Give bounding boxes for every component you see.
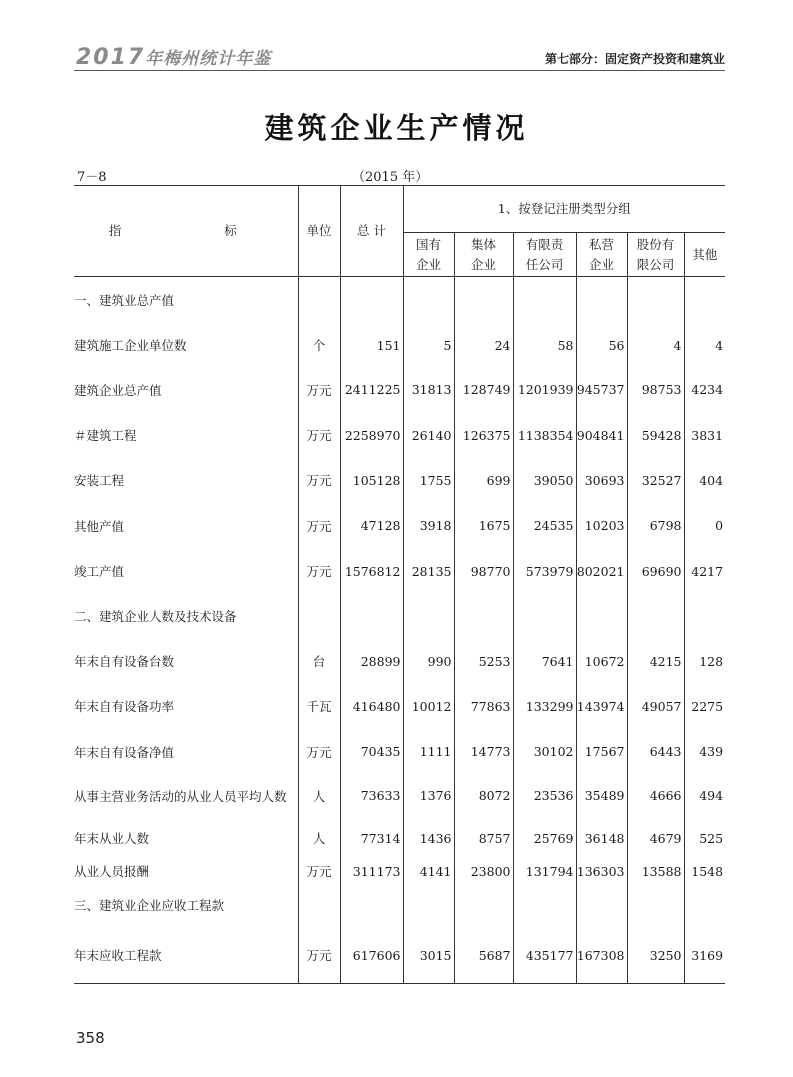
row-value: 3918: [403, 503, 454, 549]
row-label: 三、建筑业企业应收工程款: [74, 898, 225, 913]
row-label: 其他产值: [74, 518, 125, 534]
row-value: 1376: [403, 775, 454, 817]
table-row: [74, 883, 725, 928]
row-value: [684, 594, 725, 639]
yearbook-header: [76, 44, 271, 70]
row-value: 3250: [627, 928, 684, 984]
row-label: 一、建筑业总产值: [74, 293, 175, 309]
row-value: 4666: [627, 775, 684, 817]
row-value: [403, 277, 454, 324]
row-value: 35489: [576, 775, 627, 817]
header-indicator: 指 标: [74, 186, 298, 277]
row-value: 128: [684, 639, 725, 684]
row-value: [627, 277, 684, 324]
table-row: [74, 639, 725, 684]
row-value: 1111: [403, 729, 454, 775]
row-label: 年末应收工程款: [74, 948, 162, 964]
row-label: 建筑施工企业单位数: [74, 338, 187, 353]
row-value: 1755: [403, 458, 454, 503]
row-value: 311173: [340, 860, 403, 883]
header-limited-liability: 有限责 任公司: [513, 233, 576, 277]
table-code: 7－8: [77, 170, 107, 185]
row-label: 年末自有设备台数: [74, 654, 175, 669]
header-other: 其他: [684, 233, 725, 277]
table-row: [74, 549, 725, 594]
table-year: （2015 年）: [352, 170, 429, 185]
row-label: 竣工产值: [74, 564, 125, 579]
row-value: 24: [454, 324, 513, 367]
row-value: 1201939: [513, 367, 576, 413]
row-unit: 万元: [298, 458, 340, 503]
table-row: [74, 324, 725, 367]
row-unit: [298, 883, 340, 928]
row-value: 8072: [454, 775, 513, 817]
row-unit: [298, 594, 340, 639]
row-value: 23536: [513, 775, 576, 817]
row-value: 2258970: [340, 413, 403, 458]
table-body: [74, 277, 725, 984]
row-value: 1138354: [513, 413, 576, 458]
row-unit: 人: [298, 775, 340, 817]
yearbook-year: 2017: [76, 45, 146, 70]
row-value: 435177: [513, 928, 576, 984]
row-value: 10012: [403, 684, 454, 729]
row-value: [576, 883, 627, 928]
row-value: 77314: [340, 817, 403, 860]
row-value: 17567: [576, 729, 627, 775]
row-value: 167308: [576, 928, 627, 984]
row-value: 4234: [684, 367, 725, 413]
row-value: 8757: [454, 817, 513, 860]
row-unit: 千瓦: [298, 684, 340, 729]
row-value: 23800: [454, 860, 513, 883]
table-row: [74, 817, 725, 860]
row-value: 494: [684, 775, 725, 817]
row-value: 573979: [513, 549, 576, 594]
page-number: 358: [76, 1029, 105, 1047]
row-unit: [298, 277, 340, 324]
row-label: 年末自有设备净值: [74, 744, 175, 760]
row-value: 5: [403, 324, 454, 367]
table-row: [74, 594, 725, 639]
row-value: 36148: [576, 817, 627, 860]
row-unit: 人: [298, 817, 340, 860]
header-total: 总 计: [340, 186, 403, 277]
row-value: 30693: [576, 458, 627, 503]
row-value: [513, 883, 576, 928]
table-row: [74, 684, 725, 729]
header-state-owned: 国有 企业: [403, 233, 454, 277]
row-value: 10203: [576, 503, 627, 549]
row-value: 990: [403, 639, 454, 684]
row-label: 年末自有设备功率: [74, 699, 175, 714]
row-label: 从业人员报酬: [74, 864, 150, 879]
row-label: 年末从业人数: [74, 831, 150, 846]
row-value: 404: [684, 458, 725, 503]
table-row: [74, 729, 725, 775]
table-row: [74, 277, 725, 324]
row-value: 4215: [627, 639, 684, 684]
row-value: 143974: [576, 684, 627, 729]
row-value: 3169: [684, 928, 725, 984]
row-value: [576, 594, 627, 639]
row-value: 1436: [403, 817, 454, 860]
row-value: 28135: [403, 549, 454, 594]
row-value: 3831: [684, 413, 725, 458]
row-value: 4679: [627, 817, 684, 860]
table-row: [74, 503, 725, 549]
row-value: 10672: [576, 639, 627, 684]
row-value: [684, 277, 725, 324]
page-title: 建筑企业生产情况: [264, 111, 529, 145]
row-value: 98770: [454, 549, 513, 594]
row-value: 28899: [340, 639, 403, 684]
row-value: 14773: [454, 729, 513, 775]
row-value: 1576812: [340, 549, 403, 594]
row-label: ＃建筑工程: [74, 428, 137, 443]
row-value: 945737: [576, 367, 627, 413]
row-value: [454, 594, 513, 639]
row-value: [576, 277, 627, 324]
yearbook-name: 年梅州统计年鉴: [145, 49, 272, 69]
row-value: 30102: [513, 729, 576, 775]
row-label: 建筑企业总产值: [74, 382, 162, 398]
row-value: 1548: [684, 860, 725, 883]
table-row: [74, 458, 725, 503]
row-value: 13588: [627, 860, 684, 883]
row-value: 128749: [454, 367, 513, 413]
row-value: 6798: [627, 503, 684, 549]
row-value: [684, 883, 725, 928]
row-value: 136303: [576, 860, 627, 883]
row-value: [340, 277, 403, 324]
row-value: 98753: [627, 367, 684, 413]
row-label: 二、建筑企业人数及技术设备: [74, 609, 237, 624]
row-unit: 万元: [298, 928, 340, 984]
row-value: 4: [627, 324, 684, 367]
row-value: 26140: [403, 413, 454, 458]
row-value: 126375: [454, 413, 513, 458]
row-value: 151: [340, 324, 403, 367]
header-unit: 单位: [298, 186, 340, 277]
row-value: [403, 594, 454, 639]
row-value: 3015: [403, 928, 454, 984]
row-value: [513, 594, 576, 639]
row-value: 39050: [513, 458, 576, 503]
row-value: [403, 883, 454, 928]
row-unit: 万元: [298, 729, 340, 775]
row-value: 4217: [684, 549, 725, 594]
table-row: [74, 775, 725, 817]
row-value: 2275: [684, 684, 725, 729]
table-row: [74, 860, 725, 883]
row-value: 133299: [513, 684, 576, 729]
row-value: 77863: [454, 684, 513, 729]
row-value: 4: [684, 324, 725, 367]
row-value: 47128: [340, 503, 403, 549]
row-value: 73633: [340, 775, 403, 817]
row-value: 58: [513, 324, 576, 367]
row-value: 131794: [513, 860, 576, 883]
row-unit: 个: [298, 324, 340, 367]
table-row: [74, 928, 725, 984]
row-value: [340, 594, 403, 639]
row-value: 4141: [403, 860, 454, 883]
row-value: [627, 594, 684, 639]
row-value: [513, 277, 576, 324]
row-label: 安装工程: [74, 473, 125, 488]
row-value: 70435: [340, 729, 403, 775]
header-private: 私营 企业: [576, 233, 627, 277]
row-value: 617606: [340, 928, 403, 984]
header-joint-stock: 股份有 限公司: [627, 233, 684, 277]
row-unit: 万元: [298, 413, 340, 458]
statistics-table: [74, 185, 725, 984]
row-value: 5687: [454, 928, 513, 984]
header-group: 1、按登记注册类型分组: [403, 186, 725, 233]
row-value: 0: [684, 503, 725, 549]
row-value: [454, 883, 513, 928]
row-value: 5253: [454, 639, 513, 684]
table-row: [74, 367, 725, 413]
row-unit: 万元: [298, 503, 340, 549]
row-value: 32527: [627, 458, 684, 503]
row-value: 56: [576, 324, 627, 367]
row-value: 525: [684, 817, 725, 860]
row-value: 6443: [627, 729, 684, 775]
row-value: 699: [454, 458, 513, 503]
row-value: [627, 883, 684, 928]
row-value: 49057: [627, 684, 684, 729]
row-value: 416480: [340, 684, 403, 729]
row-unit: 万元: [298, 860, 340, 883]
row-label: 从事主营业务活动的从业人员平均人数: [74, 788, 287, 804]
row-value: [340, 883, 403, 928]
row-value: 439: [684, 729, 725, 775]
row-value: 1675: [454, 503, 513, 549]
row-value: 25769: [513, 817, 576, 860]
row-value: 24535: [513, 503, 576, 549]
row-value: 7641: [513, 639, 576, 684]
header-collective: 集体 企业: [454, 233, 513, 277]
row-value: 105128: [340, 458, 403, 503]
row-value: [454, 277, 513, 324]
header-rule: [74, 70, 725, 71]
row-unit: 台: [298, 639, 340, 684]
row-value: 69690: [627, 549, 684, 594]
row-unit: 万元: [298, 549, 340, 594]
row-value: 904841: [576, 413, 627, 458]
table-row: [74, 413, 725, 458]
row-unit: 万元: [298, 367, 340, 413]
row-value: 802021: [576, 549, 627, 594]
row-value: 59428: [627, 413, 684, 458]
row-value: 31813: [403, 367, 454, 413]
section-header: 第七部分：固定资产投资和建筑业: [544, 52, 725, 66]
row-value: 2411225: [340, 367, 403, 413]
